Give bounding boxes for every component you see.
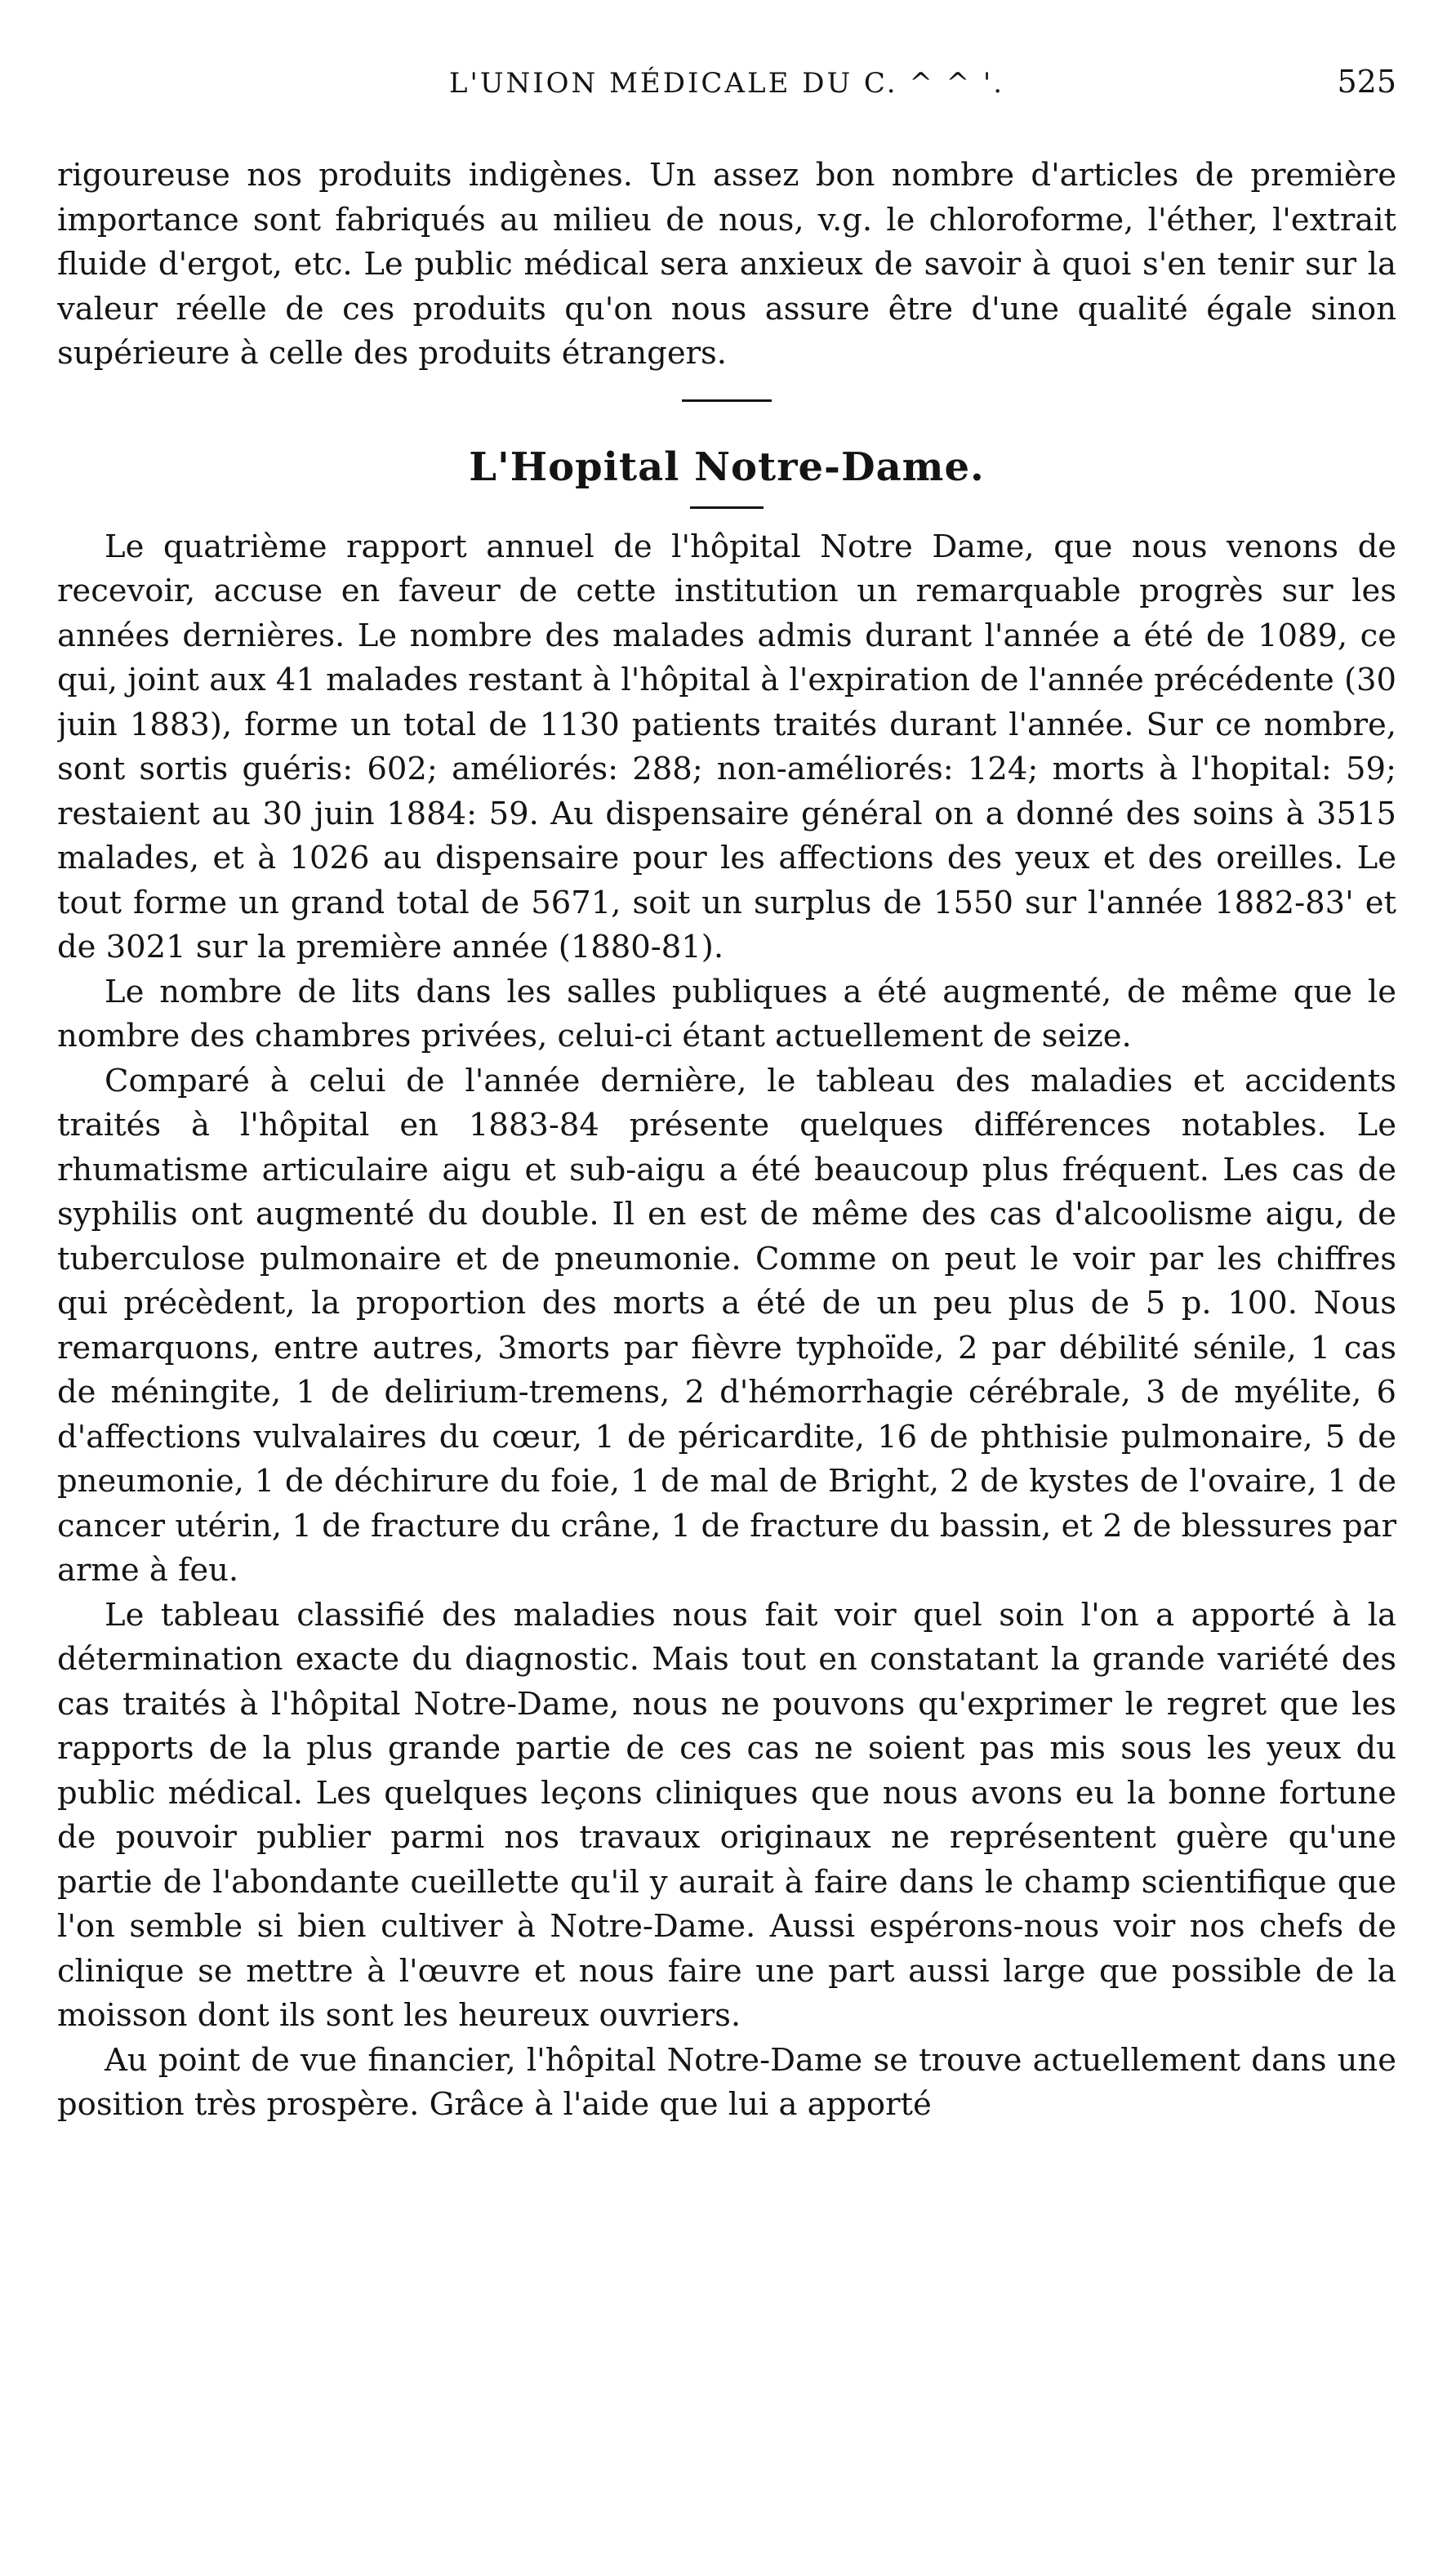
section-title: L'Hopital Notre-Dame. [469,444,985,490]
intro-paragraph: rigoureuse nos produits indigènes. Un assez bon nombre d'articles de première importance sont fabriqués au milieu de nous, v.g. le chloroforme, l'éther, l'extrait fluide d'ergot, etc. Le public médical sera anxieux de savoir à quoi s'en tenir sur la valeur réelle de ces produits qu'on nous assure être d'une qualité égale sinon supérieure à celle des produits étrangers. [57,157,1396,372]
paragraph-finances: Au point de vue financier, l'hôpital Notre-Dame se trouve actuellement dans une position très prospère. Grâce à l'aide que lui a apporté [57,2041,1396,2123]
paragraph-beds: Le nombre de lits dans les salles publiques a été augmenté, de même que le nombre des chambres privées, celui-ci étant actuellement de seize. [57,973,1396,1054]
running-title: L'UNION MÉDICALE DU C. ^ ^ '. [448,67,1005,100]
page-number: 525 [1337,64,1396,100]
running-header [57,49,1396,106]
paragraph-diseases: Comparé à celui de l'année dernière, le tableau des maladies et accidents traités à l'hôpital en 1883-84 présente quelques différences notables. Le rhumatisme articulaire aigu et sub-aigu a été beaucoup plus fréquent. Les cas de syphilis ont augmenté du double. Il en est de même des cas d'alcoolisme aigu, de tuberculose pulmonaire et de pneumonie. Comme on peut le voir par les chiffres qui précèdent, la proportion des morts a été de un peu plus de 5 p. 100. Nous remarquons, entre autres, 3morts par fièvre typhoïde, 2 par débilité sénile, 1 cas de méningite, 1 de delirium-tremens, 2 d'hémorrhagie cérébrale, 3 de myélite, 6 d'affections vulvalaires du cœur, 1 de péricardite, 16 de phthisie pulmonaire, 5 de pneumonie, 1 de déchirure du foie, 1 de mal de Bright, 2 de kystes de l'ovaire, 1 de cancer utérin, 1 de fracture du crâne, 1 de fracture du bassin, et 2 de blessures par arme à feu. [57,1062,1396,1589]
section-divider-bottom [690,506,764,509]
paragraph-report: Le quatrième rapport annuel de l'hôpital Notre Dame, que nous venons de recevoir, accuse en faveur de cette institution un remarquable progrès sur les années dernières. Le nombre des malades admis durant l'année a été de 1089, ce qui, joint aux 41 malades restant à l'hôpital à l'expiration de l'année précédente (30 juin 1883), forme un total de 1130 patients traités durant l'année. Sur ce nombre, sont sortis guéris: 602; améliorés: 288; non-améliorés: 124; morts à l'hopital: 59; restaient au 30 juin 1884: 59. Au dispensaire général on a donné des soins à 3515 malades, et à 1026 au dispensaire pour les affections des yeux et des oreilles. Le tout forme un grand total de 5671, soit un surplus de 1550 sur l'année 1882-83' et de 3021 sur la première année (1880-81). [57,528,1396,965]
paragraph-diagnosis: Le tableau classifié des maladies nous fait voir quel soin l'on a apporté à la détermination exacte du diagnostic. Mais tout en constatant la grande variété des cas traités à l'hôpital Notre-Dame, nous ne pouvons qu'exprimer le regret que les rapports de la plus grande partie de ces cas ne soient pas mis sous les yeux du public médical. Les quelques leçons cliniques que nous avons eu la bonne fortune de pouvoir publier parmi nos travaux originaux ne représentent guère qu'une partie de l'abondante cueillette qu'il y aurait à faire dans le champ scientifique que l'on semble si bien cultiver à Notre-Dame. Aussi espérons-nous voir nos chefs de clinique se mettre à l'œuvre et nous faire une part aussi large que possible de la moisson dont ils sont les heureux ouvriers. [57,1596,1396,2034]
section-divider-top [682,399,772,402]
document-page [57,49,1396,2467]
